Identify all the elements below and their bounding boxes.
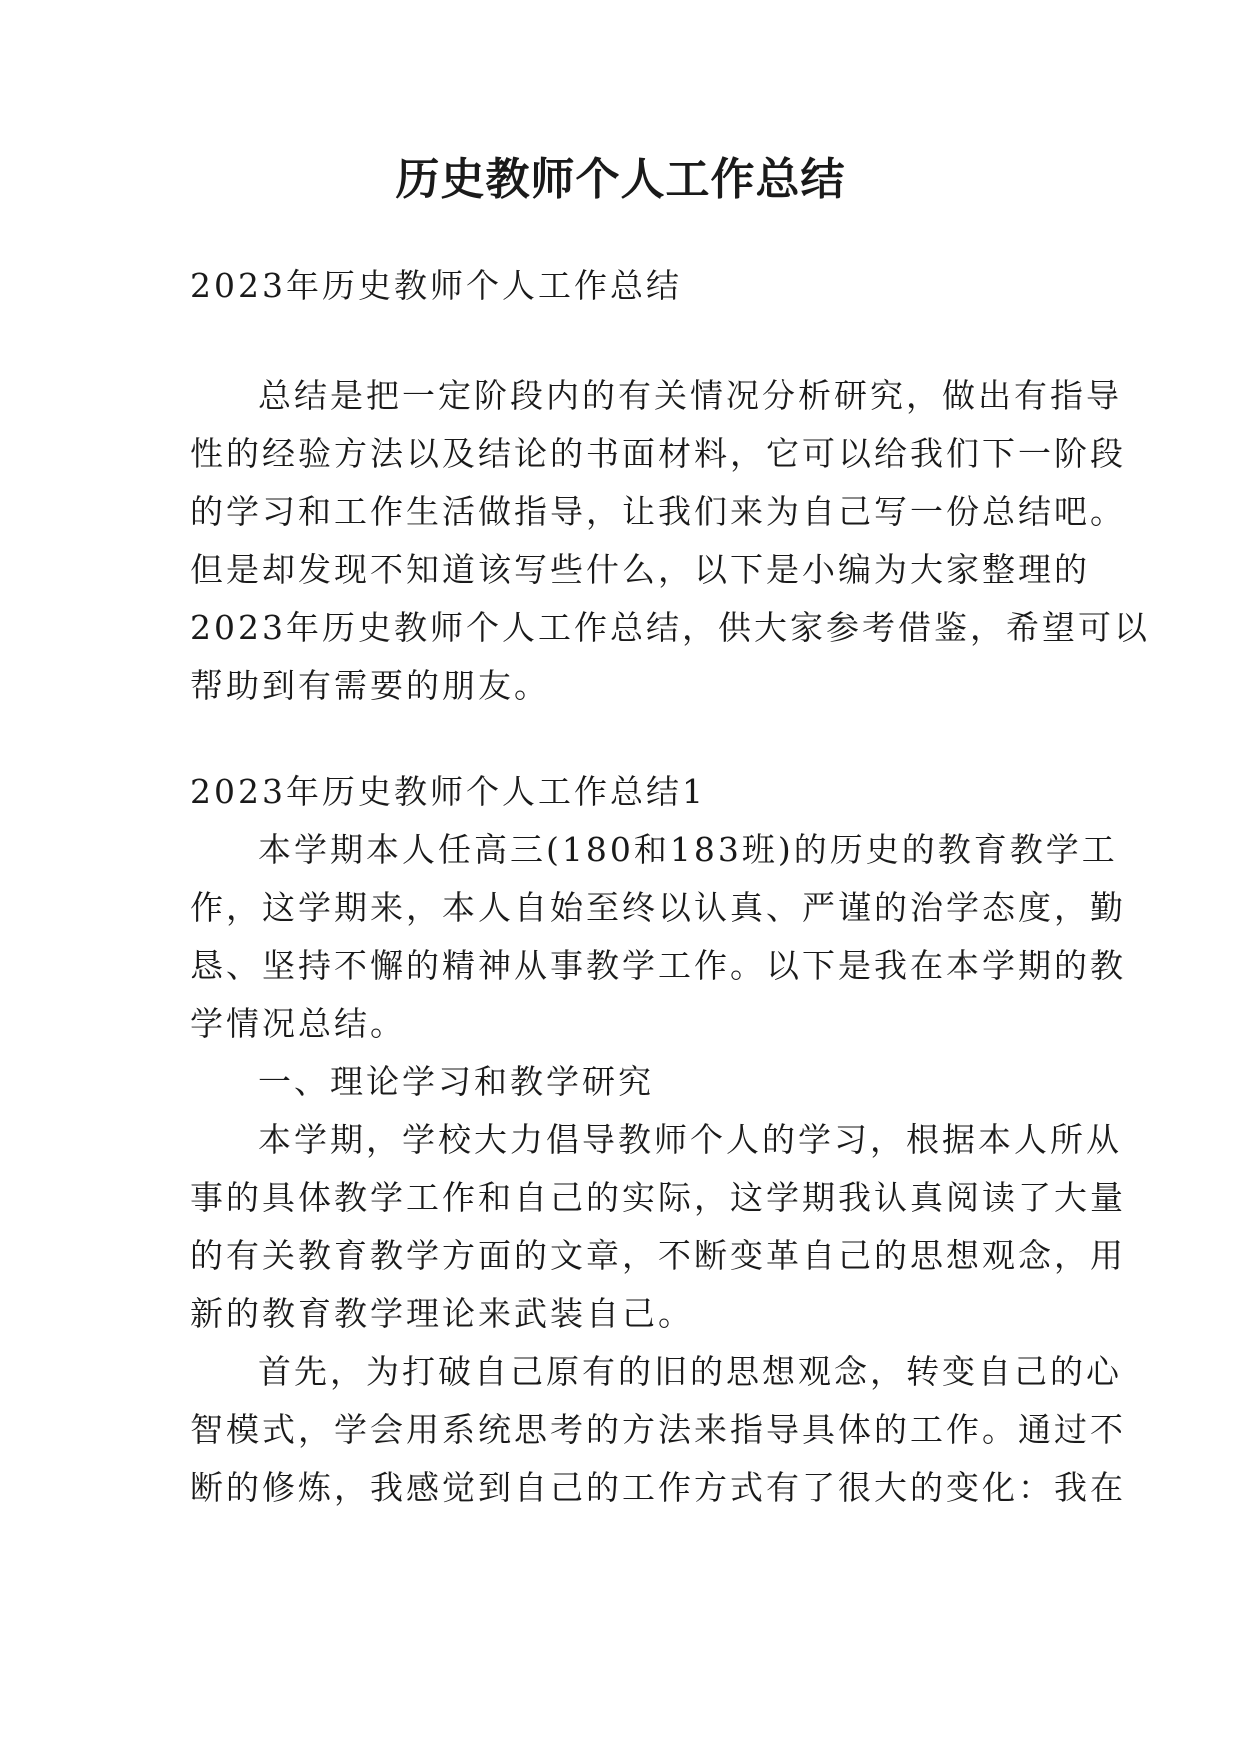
section1-para2-line: 事的具体教学工作和自己的实际，这学期我认真阅读了大量 bbox=[190, 1178, 1126, 1217]
intro-line: 2023年历史教师个人工作总结，供大家参考借鉴，希望可以 bbox=[190, 608, 1150, 647]
section1-block bbox=[190, 763, 1126, 1517]
subtitle-line: 2023年历史教师个人工作总结 bbox=[190, 266, 682, 305]
section1-para2-line: 本学期，学校大力倡导教师个人的学习，根据本人所从 bbox=[258, 1120, 1122, 1159]
section1-para1-line: 恳、坚持不懈的精神从事教学工作。以下是我在本学期的教 bbox=[190, 946, 1126, 985]
section1-para3-line: 智模式，学会用系统思考的方法来指导具体的工作。通过不 bbox=[190, 1410, 1126, 1449]
section1-para1-line: 作，这学期来，本人自始至终以认真、严谨的治学态度，勤 bbox=[190, 888, 1126, 927]
section1-subheading: 一、理论学习和教学研究 bbox=[258, 1062, 654, 1101]
document-subtitle bbox=[190, 257, 1060, 315]
section1-para1-line: 本学期本人任高三(180和183班)的历史的教育教学工 bbox=[258, 830, 1118, 869]
section1-para1-line: 学情况总结。 bbox=[190, 1004, 406, 1043]
document-title: 历史教师个人工作总结 bbox=[395, 154, 846, 205]
intro-paragraph bbox=[190, 367, 1150, 715]
intro-line: 总结是把一定阶段内的有关情况分析研究，做出有指导 bbox=[258, 376, 1122, 415]
intro-line: 的学习和工作生活做指导，让我们来为自己写一份总结吧。 bbox=[190, 492, 1126, 531]
intro-line: 但是却发现不知道该写些什么，以下是小编为大家整理的 bbox=[190, 550, 1090, 589]
section1-para3-line: 首先，为打破自己原有的旧的思想观念，转变自己的心 bbox=[258, 1352, 1122, 1391]
section1-heading: 2023年历史教师个人工作总结1 bbox=[190, 772, 706, 811]
intro-line: 帮助到有需要的朋友。 bbox=[190, 666, 550, 705]
section1-para3-line: 断的修炼，我感觉到自己的工作方式有了很大的变化：我在 bbox=[190, 1468, 1126, 1507]
intro-line: 性的经验方法以及结论的书面材料，它可以给我们下一阶段 bbox=[190, 434, 1126, 473]
section1-para2-line: 的有关教育教学方面的文章，不断变革自己的思想观念，用 bbox=[190, 1236, 1126, 1275]
section1-para2-line: 新的教育教学理论来武装自己。 bbox=[190, 1294, 694, 1333]
